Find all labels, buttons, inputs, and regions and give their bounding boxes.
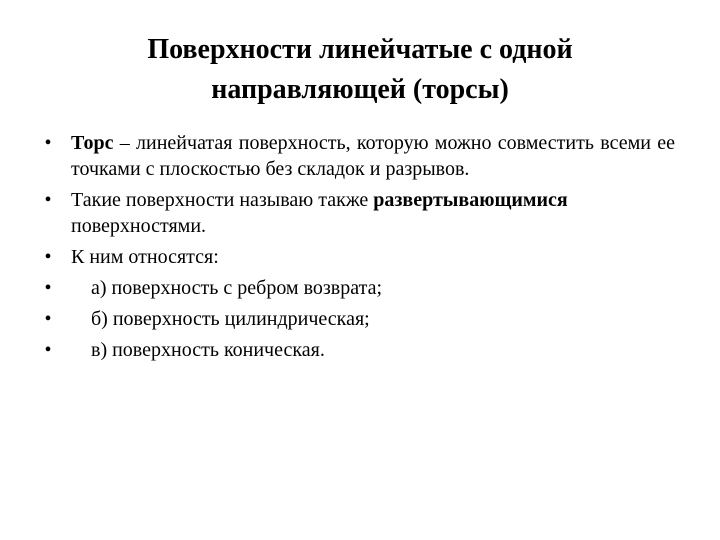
title-line-2: направляющей (торсы) [211, 74, 509, 105]
bullet-icon: • [44, 246, 52, 268]
bullet-icon: • [44, 132, 52, 154]
includes-text: К ним относятся: [71, 246, 219, 268]
developable-text [71, 187, 675, 239]
bullet-item-cylindrical [40, 306, 675, 332]
torse-term: Торс [71, 132, 114, 154]
bullet-icon: • [44, 339, 52, 361]
bullet-icon: • [44, 308, 52, 330]
edge-of-regression-text: а) поверхность с ребром возврата; [91, 277, 383, 299]
cylindrical-text: б) поверхность цилиндрическая; [91, 308, 370, 330]
torse-definition-text [71, 130, 675, 182]
developable-text-after: поверхностями. [71, 215, 207, 237]
bullet-item-conical [40, 337, 675, 363]
bullet-item-torse-definition [40, 130, 675, 182]
bullet-icon: • [44, 189, 52, 211]
bullet-item-edge-of-regression [40, 275, 675, 301]
title-line-1: Поверхности линейчатые с одной [147, 34, 573, 65]
developable-text-before: Такие поверхности называю также [71, 189, 374, 211]
developable-term: развертывающимися [373, 189, 568, 211]
slide-title [60, 30, 660, 110]
bullet-icon: • [44, 277, 52, 299]
conical-text: в) поверхность коническая. [91, 339, 325, 361]
bullet-list [40, 130, 675, 368]
torse-definition: – линейчатая поверхность, которую можно совместить всеми ее точками с плоскостью без складок и разрывов. [71, 132, 675, 180]
bullet-item-includes [40, 244, 675, 270]
bullet-item-developable [40, 187, 675, 239]
